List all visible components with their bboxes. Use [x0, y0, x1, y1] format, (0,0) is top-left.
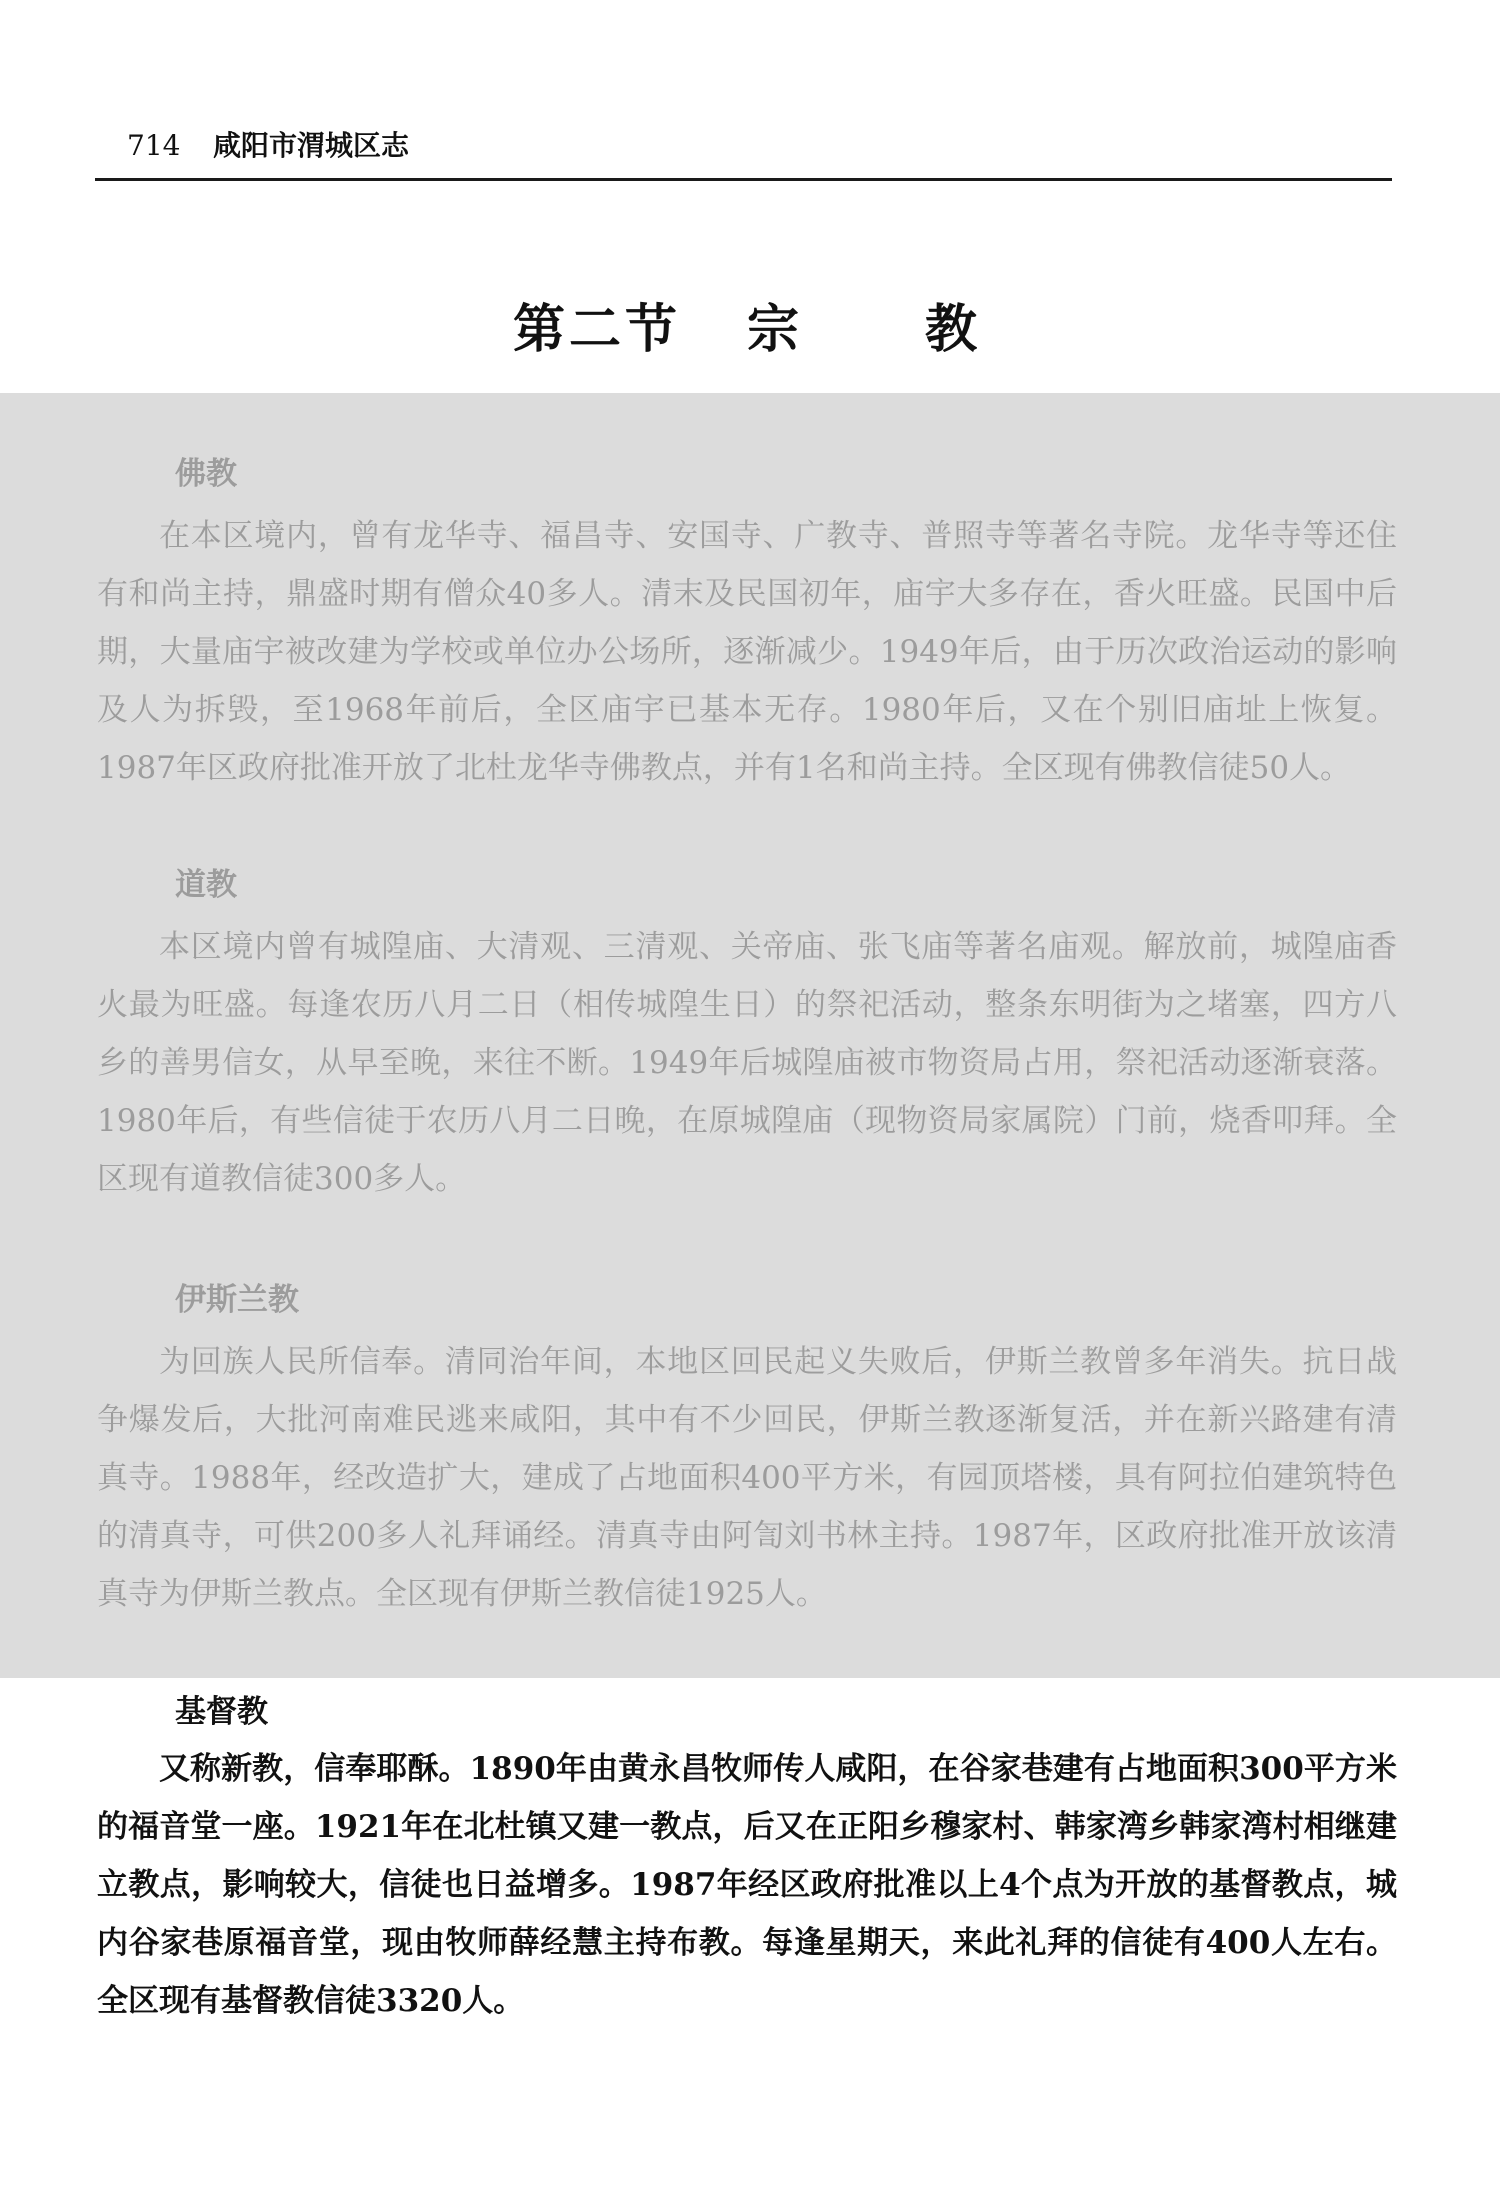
section-number: 第二节 — [513, 299, 682, 360]
taoism-paragraph: 本区境内曾有城隍庙、大清观、三清观、关帝庙、张飞庙等著名庙观。解放前，城隍庙香火最为旺盛。每逢农历八月二日（相传城隍生日）的祭祀活动，整条东明街为之堵塞，四方八乡的善男信女，从早至晚，来往不断。1949年后城隍庙被市物资局占用，祭祀活动逐渐衰落。1980年后，有些信徒于农历八月二日晚，在原城隍庙（现物资局家属院）门前，烧香叩拜。全区现有道教信徒300多人。 — [97, 929, 1397, 1197]
section-title-char-1: 宗 — [747, 299, 804, 360]
page-header — [95, 126, 1392, 181]
islam-heading: 伊斯兰教 — [175, 1282, 299, 1318]
christianity-paragraph: 又称新教，信奉耶酥。1890年由黄永昌牧师传人咸阳，在谷家巷建有占地面积300平方米的福音堂一座。1921年在北杜镇又建一教点，后又在正阳乡穆家村、韩家湾乡韩家湾村相继建立教点，影响较大，信徒也日益增多。1987年经区政府批准以上4个点为开放的基督教点，城内谷家巷原福音堂，现由牧师薛经慧主持布教。每逢星期天，来此礼拜的信徒有400人左右。全区现有基督教信徒3320人。 — [97, 1751, 1397, 2019]
page-number: 714 — [127, 129, 181, 162]
islam-paragraph: 为回族人民所信奉。清同治年间，本地区回民起义失败后，伊斯兰教曾多年消失。抗日战争爆发后，大批河南难民逃来咸阳，其中有不少回民，伊斯兰教逐渐复活，并在新兴路建有清真寺。1988年，经改造扩大，建成了占地面积400平方米，有园顶塔楼，具有阿拉伯建筑特色的清真寺，可供200多人礼拜诵经。清真寺由阿訇刘书林主持。1987年，区政府批准开放该清真寺为伊斯兰教点。全区现有伊斯兰教信徒1925人。 — [97, 1344, 1397, 1612]
taoism-heading: 道教 — [175, 867, 237, 903]
christianity-heading: 基督教 — [175, 1694, 268, 1730]
book-title: 咸阳市渭城区志 — [213, 129, 410, 162]
section-title-char-2: 教 — [925, 299, 982, 360]
faded-region — [0, 393, 1500, 1678]
buddhism-heading: 佛教 — [175, 456, 237, 492]
section-title — [0, 295, 1500, 365]
buddhism-paragraph: 在本区境内，曾有龙华寺、福昌寺、安国寺、广教寺、普照寺等著名寺院。龙华寺等还住有和尚主持，鼎盛时期有僧众40多人。清末及民国初年，庙宇大多存在，香火旺盛。民国中后期，大量庙宇被改建为学校或单位办公场所，逐渐减少。1949年后，由于历次政治运动的影响及人为拆毁，至1968年前后，全区庙宇已基本无存。1980年后，又在个别旧庙址上恢复。1987年区政府批准开放了北杜龙华寺佛教点，并有1名和尚主持。全区现有佛教信徒50人。 — [97, 518, 1397, 786]
